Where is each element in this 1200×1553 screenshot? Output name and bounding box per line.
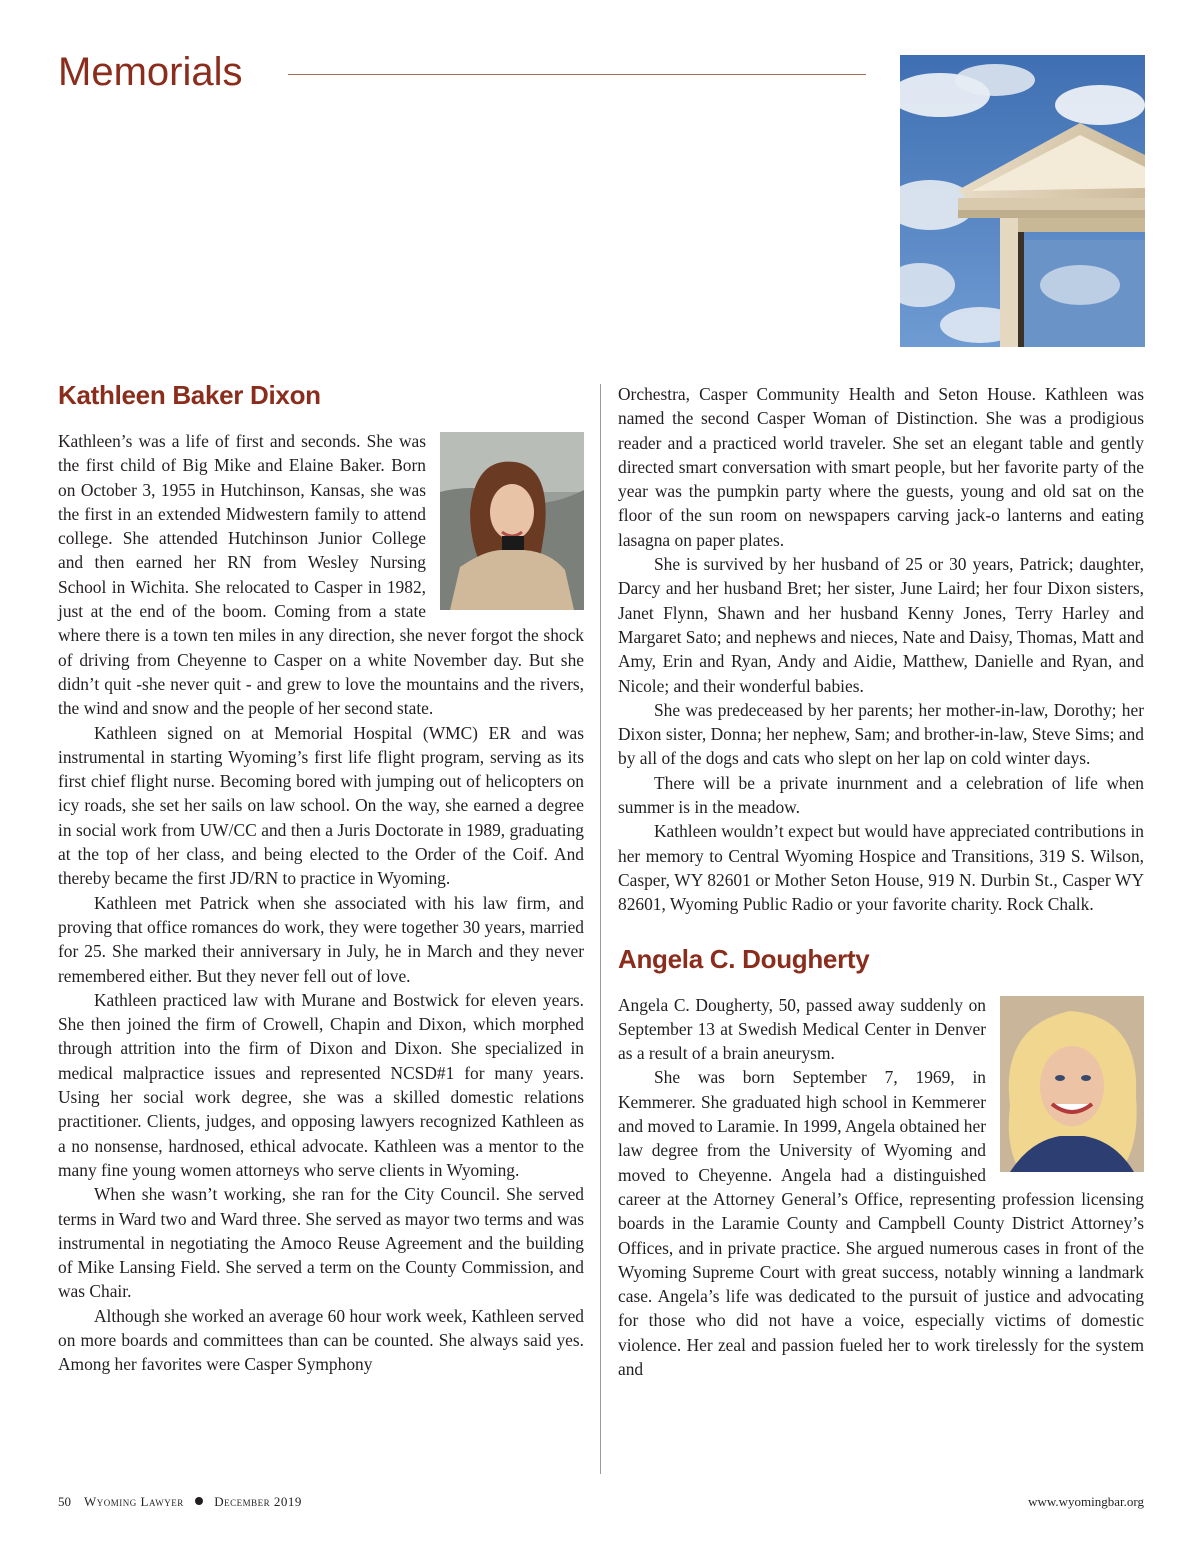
memorial-paragraph: Kathleen met Patrick when she associated with his law firm, and proving that office romances do work, they were together 30 years, married for 25. She marked their anniversary in July, he in March and they never remembered either. But they never fell out of love. [58,892,584,986]
column-divider [600,384,601,1474]
memorial-right-column [618,382,1144,1381]
memorial-paragraph: Kathleen wouldn’t expect but would have appreciated contributions in her memory to Central Wyoming Hospice and Transitions, 319 S. Wilson, Casper, WY 82601 or Mother Seton House, 919 N. Durbin St., Casper WY 82601, Wyoming Public Radio or your favorite charity. Rock Chalk. [618,821,1144,915]
memorial-paragraph: Kathleen practiced law with Murane and Bostwick for eleven years. She then joined the firm of Crowell, Chapin and Dixon, which morphed through attrition into the firm of Dixon and Dixon. She specialized in medical malpractice issues and represented NCSD#1 for many years. Using her social work degree, she was a skilled domestic relations practitioner. Clients, judges, and opposing lawyers recognized Kathleen as a no nonsense, hardnosed, ethical advocate. Kathleen was a mentor to the many fine young women attorneys who serve clients in Wyoming. [58,989,584,1180]
page-number: 50 [58,1494,71,1509]
bullet-dot-icon [195,1497,203,1505]
section-title: Memorials [58,50,243,94]
memorial-paragraph-continued: Orchestra, Casper Community Health and Seton House. Kathleen was named the second Casper Woman of Distinction. She was a prodigious reader and a practiced world traveler. She set an elegant table and gently directed smart conversation with smart people, but her favorite party of the year was the pumpkin party where the guests, young and old sat on the floor of the sun room on newspapers carving jack-o lanterns and eating lasagna on paper plates. [618,384,1144,550]
issue-date: December 2019 [214,1494,302,1509]
memorial-paragraph: Although she worked an average 60 hour work week, Kathleen served on more boards and committees than can be counted. She always said yes. Among her favorites were Casper Symphony [58,1305,584,1375]
title-divider [288,74,866,75]
classical-pediment-sky-photo [900,55,1145,347]
memorial-paragraph: She was born September 7, 1969, in Kemmerer. She graduated high school in Kemmerer and moved to Laramie. In 1999, Angela obtained her law degree from the University of Wyoming and moved to Cheyenne. Angela had a distinguished career at the Attorney General’s Office, representing profession licensing boards in the Laramie County and Campbell County District Attorney’s Offices, and in private practice. She argued numerous cases in front of the Wyoming Supreme Court with great success, notably winning a landmark case. Angela’s life was dedicated to the pursuit of justice and advocating for those who did not have a voice, especially victims of domestic violence. Her zeal and passion fueled her to work tirelessly for the system and [618,1067,1144,1379]
memorial-paragraph: There will be a private inurnment and a celebration of life when summer is in the meadow. [618,772,1144,818]
website-url: www.wyomingbar.org [1028,1494,1144,1509]
memorial-kathleen-column [58,377,584,1377]
memorial-name-kathleen: Kathleen Baker Dixon [58,380,321,410]
memorial-paragraph: She was predeceased by her parents; her mother-in-law, Dorothy; her Dixon sister, Donna; her nephew, Sam; and brother-in-law, Steve Sims; and by all of the dogs and cats who slept on her lap on cold winter days. [618,699,1144,769]
footer-left [58,1494,302,1510]
memorial-paragraph: Angela C. Dougherty, 50, passed away suddenly on September 13 at Swedish Medical Center in Denver as a result of a brain aneurysm. [618,994,986,1064]
woman-portrait-photo [440,432,584,610]
memorial-paragraph: Kathleen’s was a life of first and seconds. She was the first child of Big Mike and Elaine Baker. Born on October 3, 1955 in Hutchinson, Kansas, she was the first in an extended Midwestern family to attend college. She attended Hutchinson Junior College and then earned her RN from Wesley Nursing School in Wichita. She relocated to Casper in 1982, just at the end of the boom. Coming from a state where there is a town ten miles in any direction, she never forgot the shock of driving from Cheyenne to Casper on a white November day. But she didn’t quit -she never quit - and grew to love the mountains and the rivers, the wind and snow and the people of her second state. [58,431,584,719]
memorial-paragraph: She is survived by her husband of 25 or 30 years, Patrick; daughter, Darcy and her husband Bret; her sister, June Laird; her four Dixon sisters, Janet Flynn, Shawn and her husband Kenny Jones, Terry Harley and Margaret Sato; and nephews and nieces, Nate and Daisy, Thomas, Matt and Amy, Erin and Ryan, Andy and Aidie, Matthew, Danielle and Ryan, and Nicole; and their wonderful babies. [618,554,1144,696]
publication-name: Wyoming Lawyer [84,1494,184,1509]
memorial-paragraph: When she wasn’t working, she ran for the City Council. She served terms in Ward two and Ward three. She served as mayor two terms and was instrumental in negotiating the Amoco Reuse Agreement and the building of Mike Lansing Field. She served a term on the County Commission, and was Chair. [58,1184,584,1302]
memorial-paragraph: Kathleen signed on at Memorial Hospital (WMC) ER and was instrumental in starting Wyoming’s first life flight program, serving as its first chief flight nurse. Becoming bored with jumping out of helicopters on icy roads, she set her sails on law school. On the way, she earned a degree in social work from UW/CC and then a Juris Doctorate in 1989, graduating at the top of her class, and being elected to the Order of the Coif. And thereby became the first JD/RN to practice in Wyoming. [58,722,584,889]
woman-portrait-photo [1000,996,1144,1172]
memorial-name-angela: Angela C. Dougherty [618,943,870,974]
